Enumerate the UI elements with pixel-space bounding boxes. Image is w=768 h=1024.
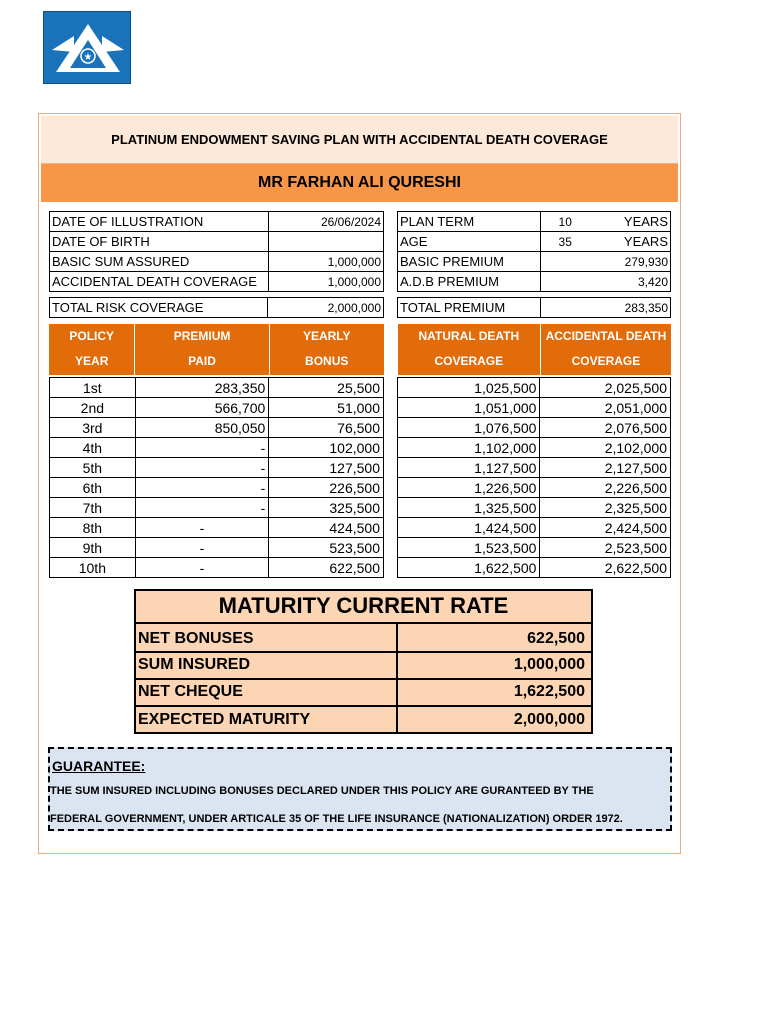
yearly-bonus-cell: 424,500	[269, 518, 384, 538]
policy-year-cell: 3rd	[50, 418, 136, 438]
policy-year-cell: 10th	[50, 558, 136, 578]
total-premium-label: TOTAL PREMIUM	[398, 298, 541, 318]
info-row	[398, 272, 671, 292]
info-value: 35	[540, 232, 590, 252]
table-row	[398, 438, 671, 458]
info-value: 10	[540, 212, 590, 232]
info-label: A.D.B PREMIUM	[398, 272, 541, 292]
header-line: POLICY	[69, 329, 115, 343]
header-policy-year	[49, 324, 135, 375]
maturity-label: NET CHEQUE	[138, 683, 243, 700]
policy-year-cell: 1st	[50, 378, 136, 398]
policy-year-cell: 5th	[50, 458, 136, 478]
accidental-death-cell: 2,102,000	[540, 438, 671, 458]
maturity-value: 2,000,000	[513, 711, 585, 728]
schedule-table-right	[397, 377, 671, 578]
table-row	[50, 438, 384, 458]
info-label: DATE OF ILLUSTRATION	[50, 212, 269, 232]
premium-paid-cell: -	[135, 518, 269, 538]
header-line: PAID	[188, 354, 216, 368]
info-value: 279,930	[540, 252, 670, 272]
yearly-bonus-cell: 622,500	[269, 558, 384, 578]
guarantee-title: GUARANTEE:	[52, 758, 146, 774]
insurance-logo-icon	[44, 12, 132, 85]
maturity-row	[134, 651, 593, 678]
policy-year-cell: 8th	[50, 518, 136, 538]
total-risk-label: TOTAL RISK COVERAGE	[50, 298, 268, 318]
total-premium-value: 283,350	[540, 298, 670, 318]
header-accidental-death	[541, 324, 671, 375]
info-label: DATE OF BIRTH	[50, 232, 269, 252]
table-row	[398, 498, 671, 518]
header-line: BONUS	[305, 354, 349, 368]
premium-paid-cell: -	[135, 558, 269, 578]
accidental-death-cell: 2,076,500	[540, 418, 671, 438]
table-row	[398, 458, 671, 478]
accidental-death-cell: 2,051,000	[540, 398, 671, 418]
info-row	[50, 212, 384, 232]
yearly-bonus-cell: 25,500	[269, 378, 384, 398]
header-line: COVERAGE	[434, 354, 504, 368]
schedule-table-left	[49, 377, 384, 578]
info-value: 1,000,000	[268, 272, 383, 292]
maturity-row	[134, 706, 593, 733]
info-row	[50, 232, 384, 252]
table-row	[398, 538, 671, 558]
table-row	[398, 518, 671, 538]
premium-paid-cell: -	[135, 538, 269, 558]
header-line: COVERAGE	[571, 354, 641, 368]
maturity-value: 1,622,500	[513, 683, 585, 700]
info-value: 26/06/2024	[268, 212, 383, 232]
yearly-bonus-cell: 102,000	[269, 438, 384, 458]
header-line: PREMIUM	[173, 329, 231, 343]
total-premium-table	[397, 297, 671, 318]
info-label: BASIC SUM ASSURED	[50, 252, 269, 272]
maturity-label: NET BONUSES	[138, 630, 254, 647]
header-line: NATURAL DEATH	[418, 329, 520, 343]
header-yearly-bonus	[270, 324, 385, 375]
right-info-table	[397, 211, 671, 292]
header-line: YEARLY	[302, 329, 351, 343]
premium-paid-cell: -	[135, 438, 269, 458]
info-value: 1,000,000	[268, 252, 383, 272]
policy-year-cell: 9th	[50, 538, 136, 558]
maturity-row	[134, 678, 593, 705]
policy-year-cell: 6th	[50, 478, 136, 498]
maturity-row	[134, 625, 593, 652]
guarantee-text-line: FEDERAL GOVERNMENT, UNDER ARTICALE 35 OF THE LIFE INSURANCE (NATIONALIZATION) ORDER 1972.	[50, 813, 623, 825]
natural-death-cell: 1,102,000	[398, 438, 540, 458]
maturity-value: 1,000,000	[513, 656, 585, 673]
maturity-label: EXPECTED MATURITY	[138, 711, 311, 728]
accidental-death-cell: 2,127,500	[540, 458, 671, 478]
table-row	[50, 478, 384, 498]
plan-title: PLATINUM ENDOWMENT SAVING PLAN WITH ACCIDENTAL DEATH COVERAGE	[41, 116, 678, 164]
natural-death-cell: 1,424,500	[398, 518, 540, 538]
table-row	[398, 398, 671, 418]
natural-death-cell: 1,127,500	[398, 458, 540, 478]
policy-year-cell: 2nd	[50, 398, 136, 418]
header-line: ACCIDENTAL DEATH	[545, 329, 667, 343]
premium-paid-cell: -	[135, 458, 269, 478]
policy-year-cell: 7th	[50, 498, 136, 518]
accidental-death-cell: 2,523,500	[540, 538, 671, 558]
natural-death-cell: 1,325,500	[398, 498, 540, 518]
table-row	[50, 418, 384, 438]
guarantee-text-line: THE SUM INSURED INCLUDING BONUSES DECLARED UNDER THIS POLICY ARE GURANTEED BY THE	[50, 785, 594, 797]
company-logo	[43, 11, 131, 84]
table-row	[398, 378, 671, 398]
table-row	[398, 558, 671, 578]
yearly-bonus-cell: 226,500	[269, 478, 384, 498]
schedule-header	[49, 324, 671, 375]
premium-paid-cell: 850,050	[135, 418, 269, 438]
total-risk-table	[49, 297, 384, 318]
natural-death-cell: 1,226,500	[398, 478, 540, 498]
info-label: BASIC PREMIUM	[398, 252, 541, 272]
info-label: AGE	[398, 232, 541, 252]
info-unit: YEARS	[590, 212, 671, 232]
yearly-bonus-cell: 325,500	[269, 498, 384, 518]
info-label: ACCIDENTAL DEATH COVERAGE	[50, 272, 269, 292]
accidental-death-cell: 2,325,500	[540, 498, 671, 518]
accidental-death-cell: 2,622,500	[540, 558, 671, 578]
client-name: MR FARHAN ALI QURESHI	[41, 164, 678, 202]
info-row	[398, 252, 671, 272]
yearly-bonus-cell: 51,000	[269, 398, 384, 418]
premium-paid-cell: 283,350	[135, 378, 269, 398]
natural-death-cell: 1,622,500	[398, 558, 540, 578]
info-row	[398, 232, 671, 252]
table-row	[398, 478, 671, 498]
table-row	[398, 418, 671, 438]
header-premium-paid	[135, 324, 269, 375]
maturity-label: SUM INSURED	[138, 656, 251, 673]
maturity-title: MATURITY CURRENT RATE	[134, 589, 593, 624]
premium-paid-cell: 566,700	[135, 398, 269, 418]
yearly-bonus-cell: 127,500	[269, 458, 384, 478]
left-info-table	[49, 211, 384, 292]
natural-death-cell: 1,025,500	[398, 378, 540, 398]
info-unit: YEARS	[590, 232, 671, 252]
total-risk-value: 2,000,000	[268, 298, 384, 318]
info-value: 3,420	[540, 272, 670, 292]
table-row	[50, 498, 384, 518]
yearly-bonus-cell: 523,500	[269, 538, 384, 558]
table-row	[50, 558, 384, 578]
info-value	[268, 232, 383, 252]
table-row	[50, 458, 384, 478]
yearly-bonus-cell: 76,500	[269, 418, 384, 438]
info-row	[50, 252, 384, 272]
natural-death-cell: 1,523,500	[398, 538, 540, 558]
table-row	[50, 398, 384, 418]
table-row	[50, 378, 384, 398]
natural-death-cell: 1,051,000	[398, 398, 540, 418]
info-row	[398, 212, 671, 232]
policy-year-cell: 4th	[50, 438, 136, 458]
accidental-death-cell: 2,025,500	[540, 378, 671, 398]
premium-paid-cell: -	[135, 478, 269, 498]
info-label: PLAN TERM	[398, 212, 541, 232]
svg-text:★: ★	[83, 52, 93, 63]
header-line: YEAR	[75, 354, 109, 368]
natural-death-cell: 1,076,500	[398, 418, 540, 438]
accidental-death-cell: 2,226,500	[540, 478, 671, 498]
maturity-value: 622,500	[527, 630, 585, 647]
table-row	[50, 538, 384, 558]
premium-paid-cell: -	[135, 498, 269, 518]
info-row	[50, 272, 384, 292]
header-natural-death	[398, 324, 541, 375]
table-row	[50, 518, 384, 538]
accidental-death-cell: 2,424,500	[540, 518, 671, 538]
